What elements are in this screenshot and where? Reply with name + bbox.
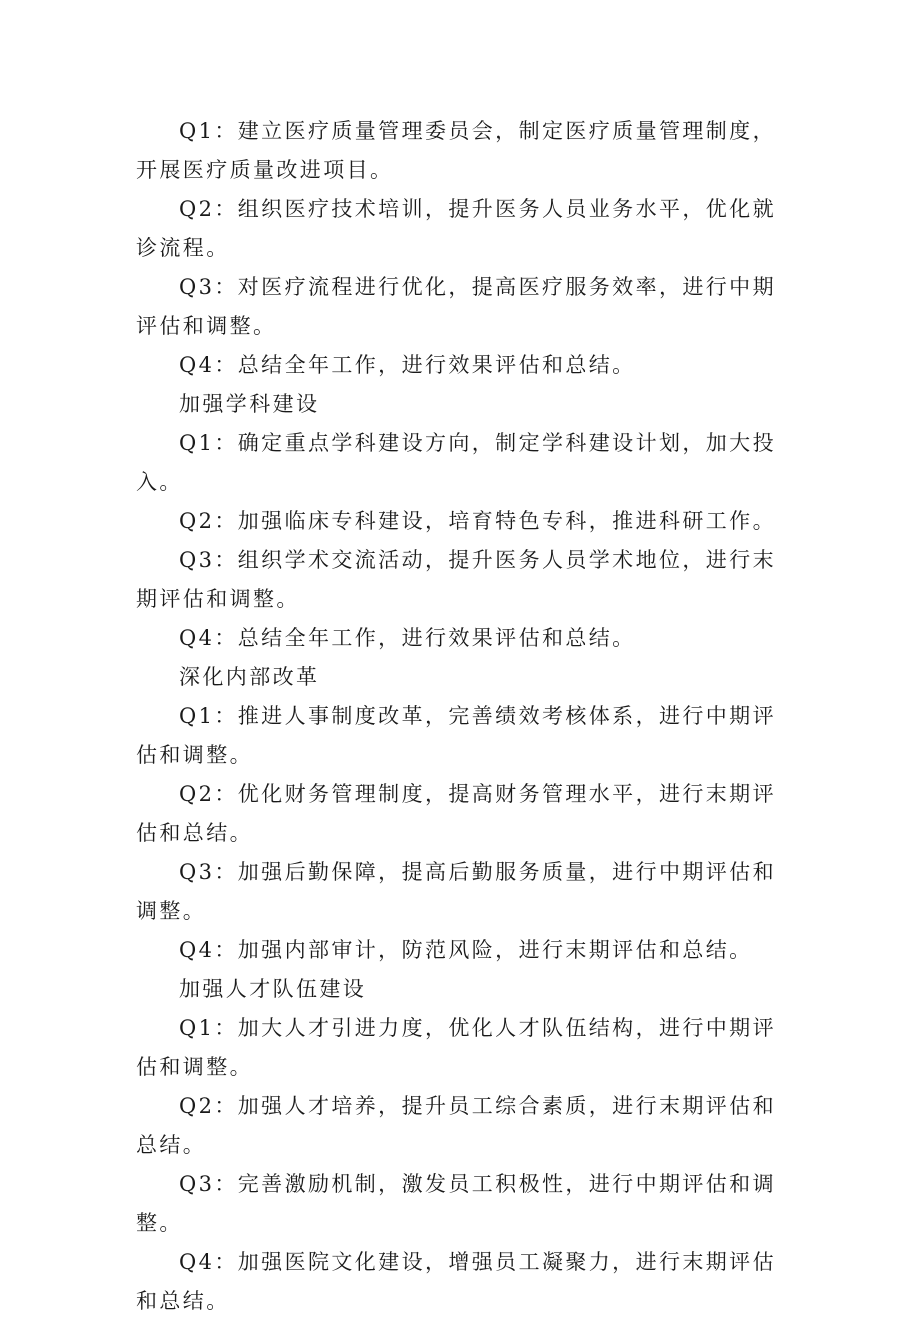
discipline-q3: Q3：组织学术交流活动，提升医务人员学术地位，进行末期评估和调整。 xyxy=(136,548,776,611)
medical-quality-q4: Q4：总结全年工作，进行效果评估和总结。 xyxy=(179,353,636,377)
talent-q4: Q4：加强医院文化建设，增强员工凝聚力，进行末期评估和总结。 xyxy=(136,1250,776,1313)
talent-q3: Q3：完善激励机制，激发员工积极性，进行中期评估和调整。 xyxy=(136,1172,776,1235)
medical-quality-q1: Q1：建立医疗质量管理委员会，制定医疗质量管理制度，开展医疗质量改进项目。 xyxy=(136,119,776,182)
reform-q2: Q2：优化财务管理制度，提高财务管理水平，进行末期评估和总结。 xyxy=(136,782,776,845)
talent-q1: Q1：加大人才引进力度，优化人才队伍结构，进行中期评估和调整。 xyxy=(136,1016,776,1079)
discipline-q2: Q2：加强临床专科建设，培育特色专科，推进科研工作。 xyxy=(179,509,776,533)
reform-q4: Q4：加强内部审计，防范风险，进行末期评估和总结。 xyxy=(179,938,753,962)
medical-quality-q3: Q3：对医疗流程进行优化，提高医疗服务效率，进行中期评估和调整。 xyxy=(136,275,776,338)
section-heading-talent: 加强人才队伍建设 xyxy=(179,977,367,1001)
reform-q3: Q3：加强后勤保障，提高后勤服务质量，进行中期评估和调整。 xyxy=(136,860,776,923)
medical-quality-q2: Q2：组织医疗技术培训，提升医务人员业务水平，优化就诊流程。 xyxy=(136,197,776,260)
section-heading-reform: 深化内部改革 xyxy=(179,665,320,689)
discipline-q4: Q4：总结全年工作，进行效果评估和总结。 xyxy=(179,626,636,650)
document-body xyxy=(136,112,788,1321)
talent-q2: Q2：加强人才培养，提升员工综合素质，进行末期评估和总结。 xyxy=(136,1094,776,1157)
section-heading-discipline: 加强学科建设 xyxy=(179,392,320,416)
reform-q1: Q1：推进人事制度改革，完善绩效考核体系，进行中期评估和调整。 xyxy=(136,704,776,767)
discipline-q1: Q1：确定重点学科建设方向，制定学科建设计划，加大投入。 xyxy=(136,431,776,494)
